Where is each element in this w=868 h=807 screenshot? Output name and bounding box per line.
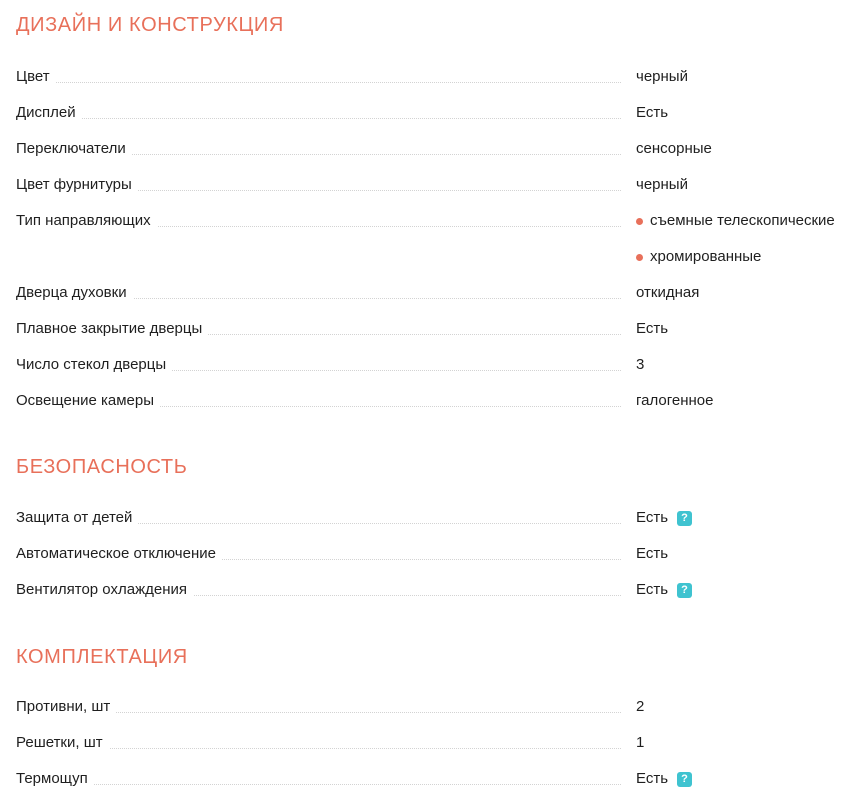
spec-list-safety [16, 503, 856, 611]
leader-dots [16, 82, 621, 83]
spec-value-item [636, 206, 835, 236]
spec-row-soft-close [16, 314, 856, 350]
spec-label: Дисплей [16, 98, 82, 134]
section-title-safety: БЕЗОПАСНОСТЬ [16, 456, 188, 478]
spec-list-package [16, 692, 856, 800]
spec-value-wrap [636, 575, 692, 605]
spec-label: Вентилятор охлаждения [16, 575, 193, 611]
spec-value: 2 [636, 698, 645, 715]
spec-row-switches [16, 134, 856, 170]
spec-value: Есть [636, 545, 669, 562]
spec-value: сенсорные [636, 140, 712, 157]
spec-row-rails [16, 206, 856, 278]
spec-label: Автоматическое отключение [16, 539, 222, 575]
spec-value: Есть [636, 320, 669, 337]
bullet-icon [636, 218, 643, 225]
spec-value: Есть [636, 770, 669, 787]
bullet-icon [636, 254, 643, 261]
spec-row-grates [16, 728, 856, 764]
spec-value-text: хромированные [650, 248, 762, 265]
spec-row-oven-door [16, 278, 856, 314]
spec-row-auto-off [16, 539, 856, 575]
leader-dots [16, 118, 621, 119]
spec-row-child-lock [16, 503, 856, 539]
spec-value: черный [636, 176, 688, 193]
spec-row-lighting [16, 386, 856, 422]
section-title-design: ДИЗАЙН И КОНСТРУКЦИЯ [16, 14, 284, 36]
spec-value: 3 [636, 356, 645, 373]
spec-row-probe [16, 764, 856, 800]
spec-label: Дверца духовки [16, 278, 133, 314]
spec-row-color [16, 62, 856, 98]
spec-value: Есть [636, 104, 669, 121]
spec-label: Термощуп [16, 764, 94, 800]
spec-label: Плавное закрытие дверцы [16, 314, 208, 350]
spec-row-fan [16, 575, 856, 611]
spec-value: откидная [636, 284, 700, 301]
spec-label: Переключатели [16, 134, 132, 170]
spec-value: Есть [636, 509, 669, 526]
leader-dots [16, 784, 621, 785]
help-icon[interactable]: ? [677, 511, 692, 526]
spec-value: черный [636, 68, 688, 85]
spec-label: Противни, шт [16, 692, 116, 728]
spec-label: Защита от детей [16, 503, 138, 539]
spec-value: 1 [636, 734, 645, 751]
spec-value: галогенное [636, 392, 714, 409]
spec-value: Есть [636, 581, 669, 598]
spec-label: Тип направляющих [16, 206, 157, 242]
help-icon[interactable]: ? [677, 583, 692, 598]
help-icon[interactable]: ? [677, 772, 692, 787]
spec-list-design [16, 62, 856, 422]
spec-row-display [16, 98, 856, 134]
spec-value-wrap [636, 503, 692, 533]
spec-row-glass-count [16, 350, 856, 386]
spec-label: Решетки, шт [16, 728, 109, 764]
spec-label: Освещение камеры [16, 386, 160, 422]
spec-label: Цвет фурнитуры [16, 170, 138, 206]
spec-label: Цвет [16, 62, 56, 98]
spec-row-hardware-color [16, 170, 856, 206]
spec-value-wrap [636, 764, 692, 794]
section-title-package: КОМПЛЕКТАЦИЯ [16, 646, 188, 668]
spec-label: Число стекол дверцы [16, 350, 172, 386]
spec-row-trays [16, 692, 856, 728]
spec-value-item [636, 242, 761, 272]
spec-value-text: съемные телескопические [650, 212, 835, 229]
